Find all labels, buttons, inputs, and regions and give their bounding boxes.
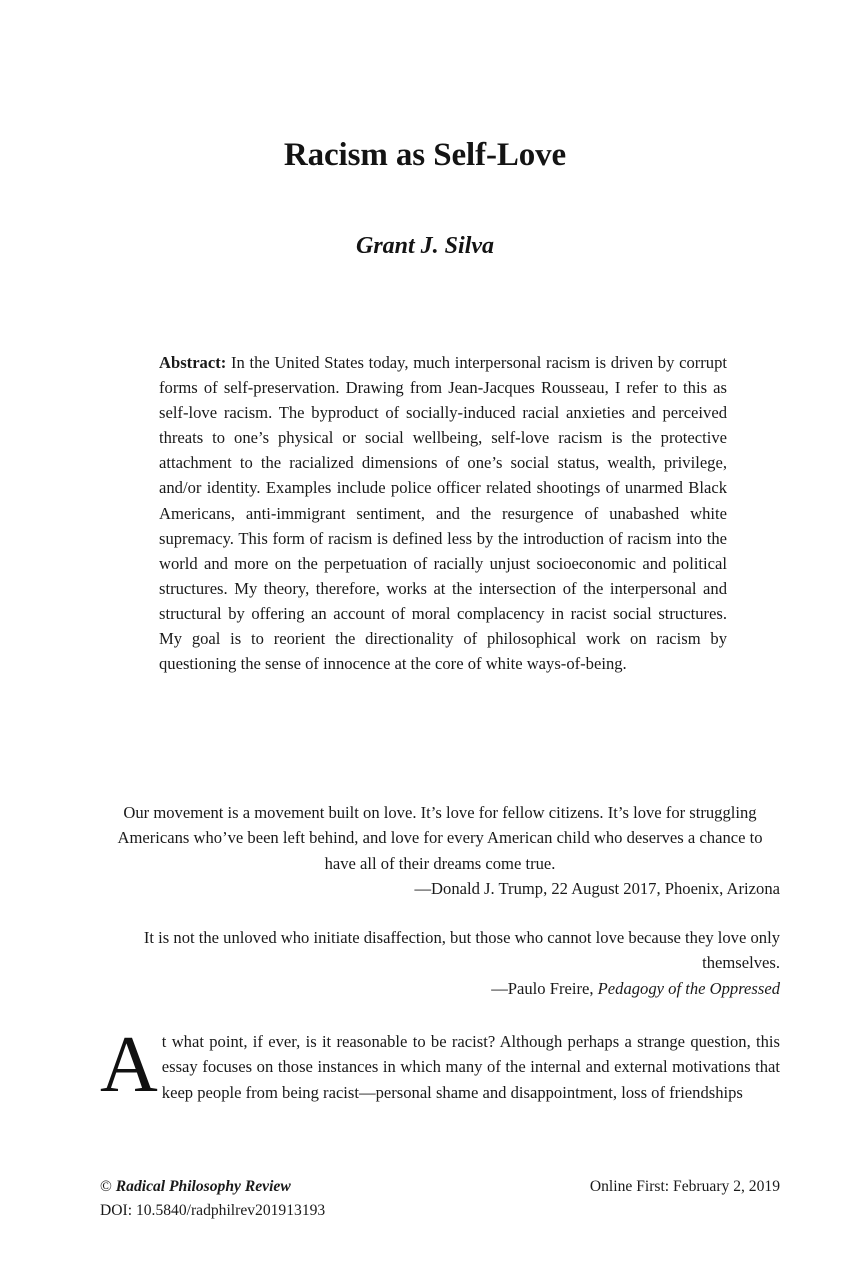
body-paragraph-text: t what point, if ever, is it reasonable to be racist? Although perhaps a strange question, this essay focuses on those instances in which many of the internal and external motivations that keep people from being racist—personal shame and disappointment, loss of friendships [161, 1032, 780, 1102]
page-title: Racism as Self-Love [283, 137, 567, 173]
epigraph-attribution-prefix: —Paulo Freire, [491, 978, 598, 998]
epigraph-quote: It is not the unloved who initiate disaffection, but those who cannot love because they love only themselves. [143, 928, 780, 973]
copyright-symbol: © [100, 1178, 116, 1195]
epigraph-attribution: —Donald J. Trump, 22 August 2017, Phoenix, Arizona [414, 878, 780, 898]
author-name: Grant J. Silva [355, 232, 495, 259]
journal-name: Radical Philosophy Review [115, 1178, 291, 1195]
epigraph-attribution-work: Pedagogy of the Oppressed [597, 978, 780, 998]
abstract-label: Abstract: [159, 353, 227, 372]
page-footer [100, 1175, 780, 1223]
abstract-text: In the United States today, much interpersonal racism is driven by corrupt forms of self-preservation. Drawing from Jean-Jacques Rousseau, I refer to this as self-love racism. The byproduct of socially-induced racial anxieties and perceived threats to one’s physical or social wellbeing, self-love racism is the protective attachment to the racialized dimensions of one’s social status, wealth, privilege, and/or identity. Examples include police officer related shootings of unarmed Black Americans, anti-immigrant sentiment, and the resurgence of unabashed white supremacy. This form of racism is defined less by the introduction of racism into the world and more on the perpetuation of racially unjust socioeconomic and political structures. My theory, therefore, works at the intersection of the interpersonal and structural by offering an account of moral complacency in racist social structures. My goal is to reorient the directionality of philosophical work on racism by questioning the sense of innocence at the core of white ways-of-being. [159, 353, 727, 674]
abstract-section [159, 350, 727, 676]
dropcap-letter: A [100, 1021, 158, 1109]
footer-copyright [100, 1175, 291, 1199]
online-first-date: Online First: February 2, 2019 [589, 1178, 780, 1195]
title-block [100, 136, 750, 260]
epigraph-trump [100, 800, 780, 901]
epigraph-freire [100, 925, 780, 1001]
epigraph-attribution [100, 976, 780, 1001]
doi-text: DOI: 10.5840/radphilrev201913193 [100, 1202, 326, 1219]
body-paragraph [100, 1021, 780, 1109]
footer-top-row [100, 1175, 780, 1199]
epigraph-quote: Our movement is a movement built on love. It’s love for fellow citizens. It’s love for struggling Americans who’ve been left behind, and love for every American child who deserves a chance to have all of their dreams come true. [117, 803, 763, 873]
